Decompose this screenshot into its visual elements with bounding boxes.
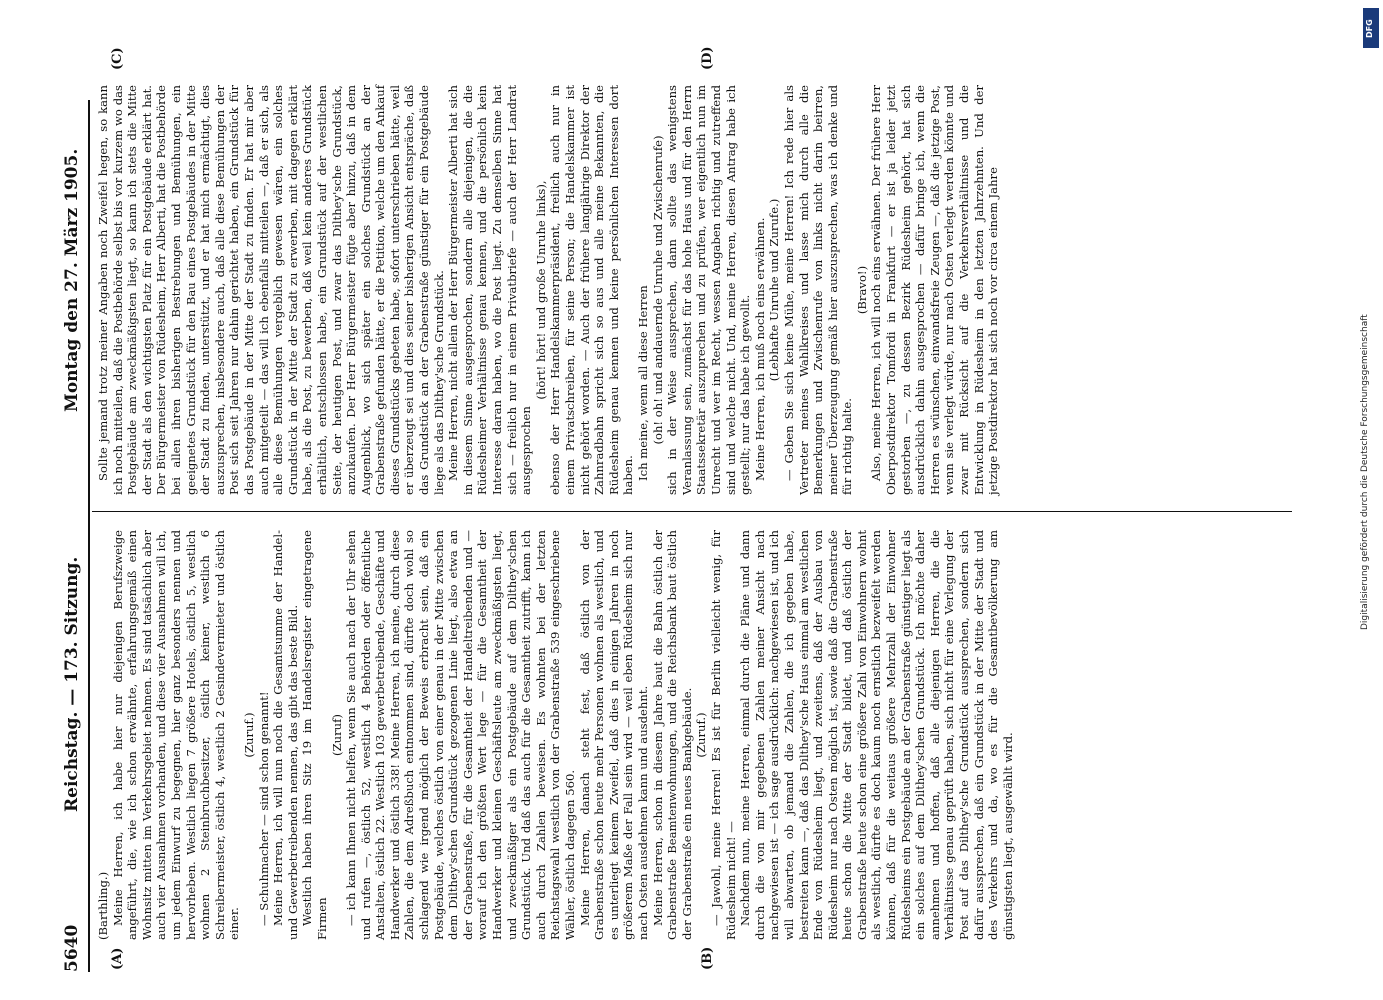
header-right-title: Montag den 27. März 1905. xyxy=(62,148,82,412)
paragraph: ebenso der Herr Handelskammerpräsident, freilich auch nur in einem Privatschreiben, für seine Person; die Handelskammer ist nicht gehört worden. — Auch der frühere langjährige Direktor der Zahnradbahn spricht sich so aus und alle meine Bekannten, die Rüdesheim genau kennen und keine persönlichen Interessen dort haben. xyxy=(548,85,636,495)
paragraph: (Bravo!) xyxy=(854,265,869,315)
paragraph: Ich meine, wenn all diese Herren xyxy=(635,285,650,481)
paragraph: Meine Herren, ich muß noch eins erwähnen. xyxy=(752,217,767,481)
paragraph: (Zuruf.) xyxy=(241,712,256,758)
digitization-note xyxy=(1360,10,1380,630)
margin-mark-c: (C) xyxy=(110,47,125,70)
paragraph: — Jawohl, meine Herren! Es ist für Berlin vielleicht wenig, für Rüdesheim nicht! — xyxy=(708,530,738,940)
header-left-title: Reichstag. — 173. Sitzung. xyxy=(62,556,82,812)
paragraph: Meine Herren, danach steht fest, daß östlich von der Grabenstraße schon heute mehr Personen wohnen als westlich, und es unterliegt keinem Zweifel, daß dies in einigen Jahren in noch größerem Maße der Fall sein wird — weil eben Rüdesheim sich nur nach Osten ausdehnen kann und ausdehnt. xyxy=(577,530,650,940)
right-column xyxy=(96,85,1001,495)
paragraph: (Lebhafte Unruhe und Zurufe.) xyxy=(767,198,782,382)
paragraph: (Zuruf.) xyxy=(694,712,709,758)
paragraph: Meine Herren, ich habe hier nur diejenigen Berufszweige angeführt, die, wie ich schon erwähnte, erfahrungsgemäß einen Wohnsitz mitten im Verkehrsgebiet nehmen. Es sind tatsächlich aber auch vier Ausnahmen vorhanden, und diese vier Ausnahmen will ich, um jedem Einwurf zu begegnen, hier ganz besonders nennen und hervorheben. Westlich liegen 7 größere Hotels, östlich 5, westlich wohnen 2 Steinbruchbesitzer, östlich keiner, westlich 6 Schreibermeister, östlich 4, westlich 2 Gesindevermieter und östlich einer. xyxy=(110,530,242,940)
paragraph: — Geben Sie sich keine Mühe, meine Herren! Ich rede hier als Vertreter meines Wahlkreises und lasse mich durch alle die Bemerkungen und Zwischenrufe von links nicht darin beirren, meiner Überzeugung gemäß hier auszusprechen, was ich denke und für richtig halte. xyxy=(781,85,855,495)
dfg-logo: DFG xyxy=(1363,8,1379,48)
page-number: 5640 xyxy=(62,924,82,972)
margin-mark-a: (A) xyxy=(110,947,125,970)
margin-mark-b: (B) xyxy=(700,946,715,970)
paragraph: Westlich haben ihren Sitz 19 im Handelsregister eingetragene Firmen xyxy=(300,530,329,940)
left-column xyxy=(96,530,1015,940)
paragraph: — ich kann Ihnen nicht helfen, wenn Sie auch nach der Uhr sehen und rufen —, östlich 52, westlich 4 Behörden oder öffentliche Anstalten, östlich 22. Westlich 103 gewerbetreibende, Geschäfte und Handwerker und östlich 338! Meine Herren, ich meine, durch diese Zahlen, die dem Adreßbuch entnommen sind, dürfte doch wohl so schlagend wie irgend möglich der Beweis erbracht sein, daß ein Postgebäude, welches östlich von einer genau in der Mitte zwischen dem Dilthey'schen Grundstück gezogenen Linie liegt, also etwa an der Grabenstraße, für die Gesamtheit der Handeltreibenden und — worauf ich den größten Wert lege — für die Gesamtheit der Handwerker und kleinen Geschäftsleute am zweckmäßigsten liegt, und zweckmäßiger als ein Postgebäude auf dem Dilthey'schen Grundstück. Und daß das auch für die Gesamtheit zutrifft, kann ich auch durch Zahlen beweisen. Es wohnten bei der letzten Reichstagswahl westlich von der Grabenstraße 539 eingeschriebene Wähler, östlich dagegen 560. xyxy=(344,530,577,940)
paragraph: Also, meine Herren, ich will noch eins erwähnen. Der frühere Herr Oberpostdirektor Tomfordi in Frankfurt — er ist ja leider jetzt gestorben —, zu dessen Bezirk Rüdesheim gehört, hat sich ausdrücklich dahin ausgesprochen — dafür bringe ich, wenn die Herren es wünschen, einwandsfreie Zeugen —, daß die jetzige Post, wenn sie verlegt würde, nur nach Osten verlegt werden könnte und zwar mit Rücksicht auf die Verkehrsverhältnisse und die Entwicklung in Rüdesheim in den letzten Jahrzehnten. Und der jetzige Postdirektor hat sich noch vor circa einem Jahre xyxy=(869,85,1001,495)
paragraph: Meine Herren, ich will nun noch die Gesamtsumme der Handel- und Gewerbetreibenden nennen, das gibt das beste Bild. xyxy=(271,530,300,940)
digitization-note-text: Digitalisierung gefördert durch die Deutsche Forschungsgemeinschaft xyxy=(1360,314,1370,630)
paragraph: Nachdem nun, meine Herren, einmal durch die Pläne und dann durch die von mir gegebenen Zahlen meiner Ansicht nach nachgewiesen ist — ich sage ausdrücklich: nachgewiesen ist, und ich will abwarten, ob jemand die Zahlen, die ich gegeben habe, bestreiten kann —, daß das Dilthey'sche Haus einmal am westlichen Ende von Rüdesheim liegt, und zweitens, daß der Ausbau von Rüdesheim nur nach Osten möglich ist, sowie daß die Grabenstraße heute schon die Mitte der Stadt bildet, und daß östlich der Grabenstraße heute schon eine größere Zahl von Einwohnern wohnt als westlich, dürfte es doch kaum noch ernstlich bezweifelt werden können, daß für die weitaus größere Mehrzahl der Einwohner Rüdesheims ein Postgebäude an der Grabenstraße günstiger liegt als ein solches auf dem Dilthey'schen Grundstück. Ich möchte daher annehmen und hoffen, daß alle diejenigen Herren, die die Verhältnisse genau geprüft haben, sich nicht für eine Verlegung der Post auf das Dilthey'sche Grundstück aussprechen, sondern sich dafür aussprechen, daß ein Grundstück in der Mitte der Stadt und des Verkehrs und da, wo es für die Gesamtbevölkerung am günstigsten liegt, ausgewählt wird. xyxy=(738,530,1015,940)
paragraph: (Barthling.) xyxy=(96,871,110,940)
paragraph: Sollte jemand trotz meiner Angaben noch Zweifel hegen, so kann ich noch mitteilen, daß die Postbehörde selbst bis vor kurzem wo das Postgebäude am zweckmäßigsten liegt, so kann ich stets die Mitte der Stadt als den wichtigsten Platz für ein Postgebäude erklärt hat. Der Bürgermeister von Rüdesheim, Herr Alberti, hat die Postbehörde bei allen ihren bisherigen Bestrebungen und Bemühungen, ein geeignetes Grundstück für den Bau eines Postgebäudes in der Mitte der Stadt zu finden, unterstützt, und er hat mich ermächtigt, dies auszusprechen, insbesondere auch, daß alle diese Bemühungen der Post sich seit Jahren nur dahin gerichtet haben, ein Grundstück für das Postgebäude in der Mitte der Stadt zu finden. Er hat mir aber auch mitgeteilt — das will ich ebenfalls mitteilen —, daß er sich, als alle diese Bemühungen vergeblich gewesen wären, ein solches Grundstück in der Mitte der Stadt zu erwerben, mit dagegen erklärt habe, als die Post, zu bewerben, daß weil kein anderes Grundstück erhältlich, entschlossen habe, ein Grundstück auf der westlichen Seite, der heutigen Post, und zwar das Dilthey'sche Grundstück, anzukaufen. Der Herr Bürgermeister fügte aber hinzu, daß in dem Augenblick, wo sich später ein solches Grundstück an der Grabenstraße gefunden hätte, er die Petition, welche um den Ankauf dieses Grundstücks gebeten habe, sofort unterschrieben hätte, weil er überzeugt sei und dies seiner bisherigen Ansicht entspräche, daß das Grundstück an der Grabenstraße günstiger für ein Postgebäude liege als das Dilthey'sche Grundstück. xyxy=(96,85,446,495)
paragraph: (hört! hört! und große Unruhe links), xyxy=(533,180,548,400)
margin-mark-d: (D) xyxy=(700,46,715,70)
paragraph: (oh! oh! und andauernde Unruhe und Zwischenrufe) xyxy=(650,135,665,445)
paragraph: — Schuhmacher — sind schon genannt! xyxy=(256,691,271,926)
paragraph: Meine Herren, schon in diesem Jahre baut die Bahn östlich der Grabenstraße Beamtenwohnungen, und die Reichsbank baut östlich der Grabenstraße ein neues Bankgebäude. xyxy=(650,530,694,940)
paragraph: (Zuruf) xyxy=(329,714,344,756)
page-header xyxy=(62,100,88,972)
paragraph: sich in der Weise aussprechen, dann sollte das wenigstens Veranlassung sein, zumächst für das hohe Haus und für den Herrn Staatssekretär auszuprechen und zu prüfen, wer eigentlich nun im Unrecht und wer im Recht, wessen Angaben richtig und zutreffend sind und welche nicht. Und, meine Herren, diesen Antrag habe ich gestellt; nur das habe ich gewollt. xyxy=(665,85,753,495)
paragraph: Meine Herren, nicht allein der Herr Bürgermeister Alberti hat sich in diesem Sinne ausgesprochen, sondern alle diejenigen, die die Rüdesheimer Verhältnisse genau kennen, und die persönlich kein Interesse daran haben, wo die Post liegt. Zu demselben Sinne hat sich — freilich nur in einem Privatbriefe — auch der Herr Landrat ausgesprochen xyxy=(446,85,534,495)
header-rule xyxy=(88,100,90,972)
column-divider xyxy=(92,511,1292,512)
